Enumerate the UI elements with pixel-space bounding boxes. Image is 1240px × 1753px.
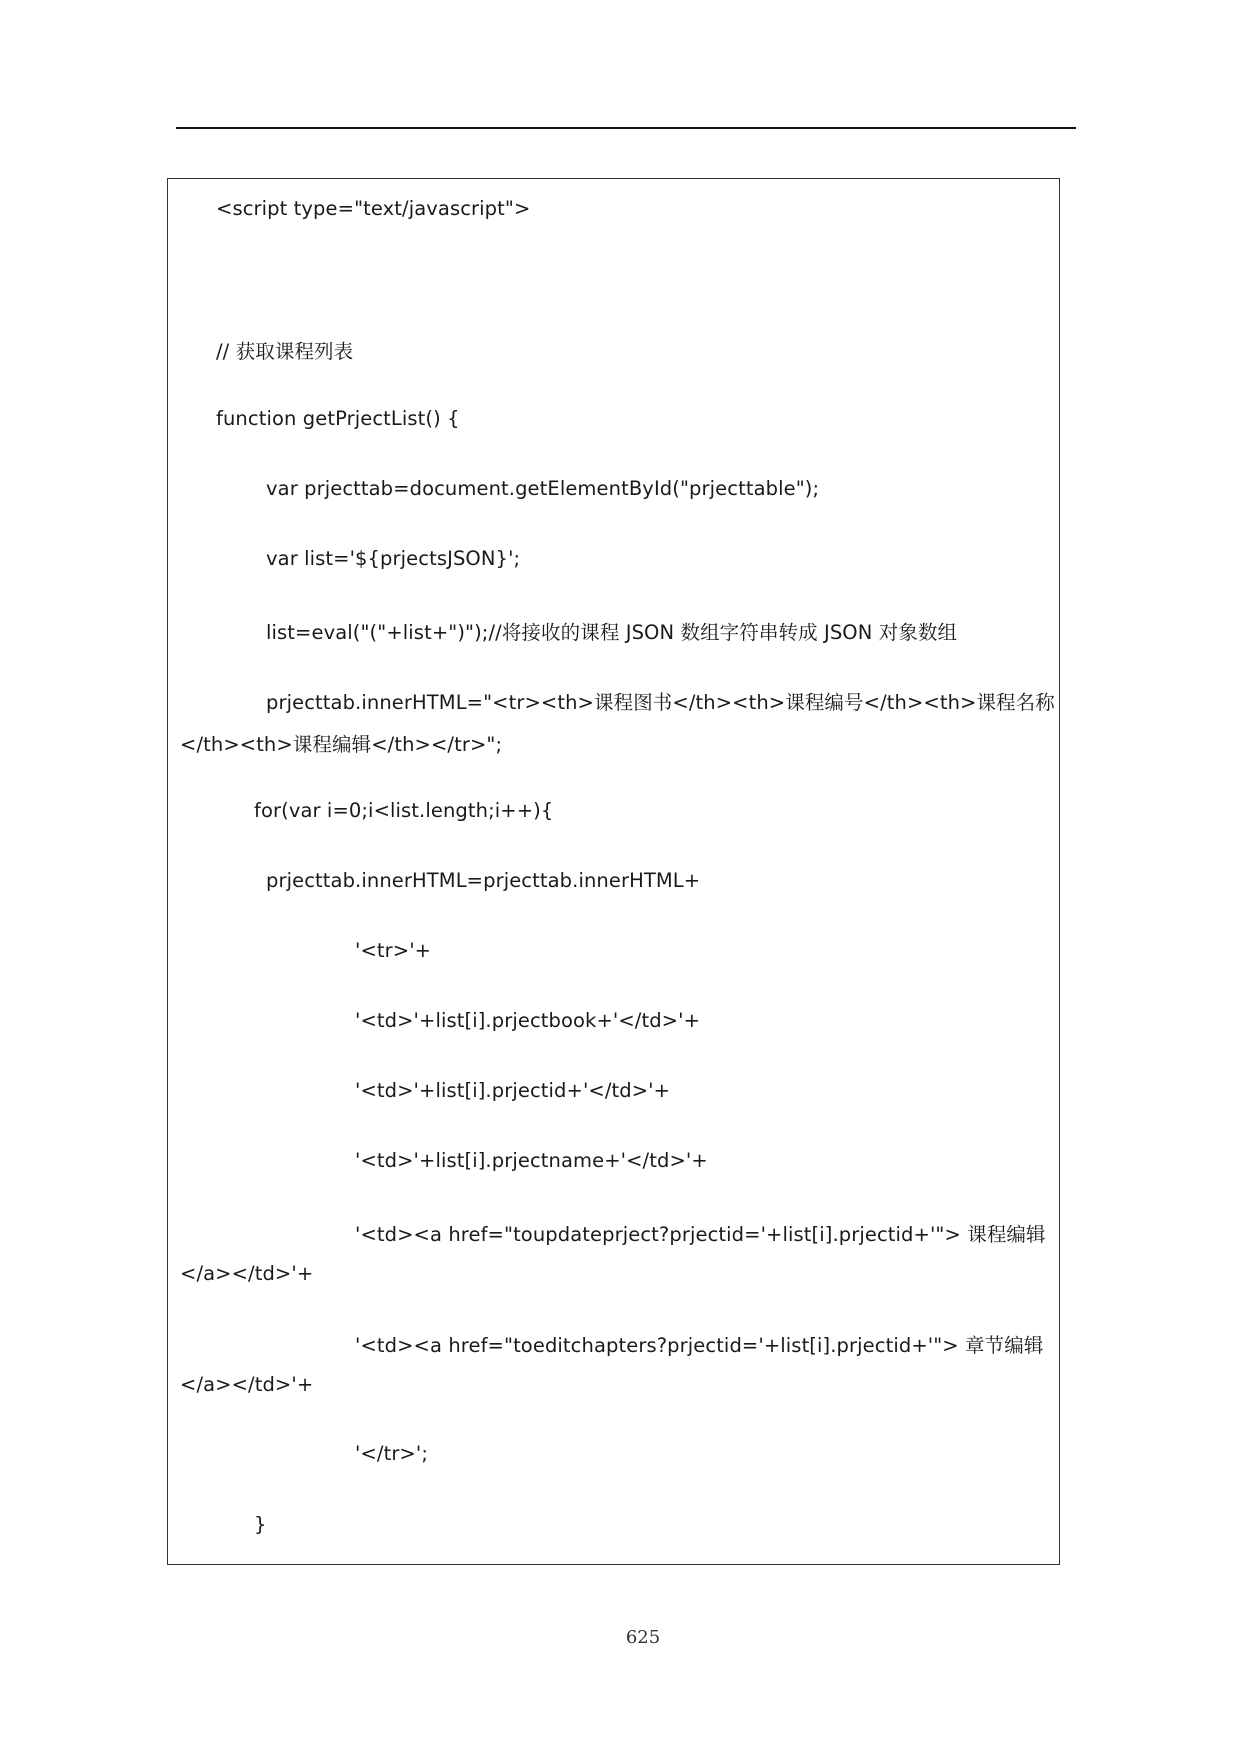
- page-number: 625: [625, 1627, 661, 1648]
- code-line: '<td>'+list[i].prjectid+'</td>'+: [355, 1079, 671, 1102]
- code-line: </th><th>课程编辑</th></tr>";: [180, 733, 503, 756]
- code-line: </a></td>'+: [180, 1373, 314, 1396]
- code-line: }: [254, 1513, 267, 1536]
- code-line: prjecttab.innerHTML="<tr><th>课程图书</th><th>课程编号</th><th>课程名称: [266, 691, 1055, 714]
- code-line: </a></td>'+: [180, 1262, 314, 1285]
- code-line: list=eval("("+list+")");//将接收的课程 JSON 数组字符串转成 JSON 对象数组: [266, 621, 958, 644]
- code-line: '<td><a href="toeditchapters?prjectid='+list[i].prjectid+'"> 章节编辑: [355, 1334, 1044, 1357]
- code-line: '</tr>';: [355, 1442, 429, 1465]
- code-line: var list='${prjectsJSON}';: [266, 547, 521, 570]
- code-line: function getPrjectList() {: [216, 407, 460, 430]
- code-line: <script type="text/javascript">: [216, 197, 531, 220]
- code-line: // 获取课程列表: [216, 340, 354, 363]
- header-rule: [176, 127, 1076, 129]
- code-line: '<td>'+list[i].prjectname+'</td>'+: [355, 1149, 708, 1172]
- code-line: for(var i=0;i<list.length;i++){: [254, 799, 554, 822]
- code-line: '<tr>'+: [355, 939, 432, 962]
- code-line: var prjecttab=document.getElementById("prjecttable");: [266, 477, 820, 500]
- code-line: prjecttab.innerHTML=prjecttab.innerHTML+: [266, 869, 701, 892]
- code-line: '<td><a href="toupdateprject?prjectid='+list[i].prjectid+'"> 课程编辑: [355, 1223, 1046, 1246]
- code-line: '<td>'+list[i].prjectbook+'</td>'+: [355, 1009, 701, 1032]
